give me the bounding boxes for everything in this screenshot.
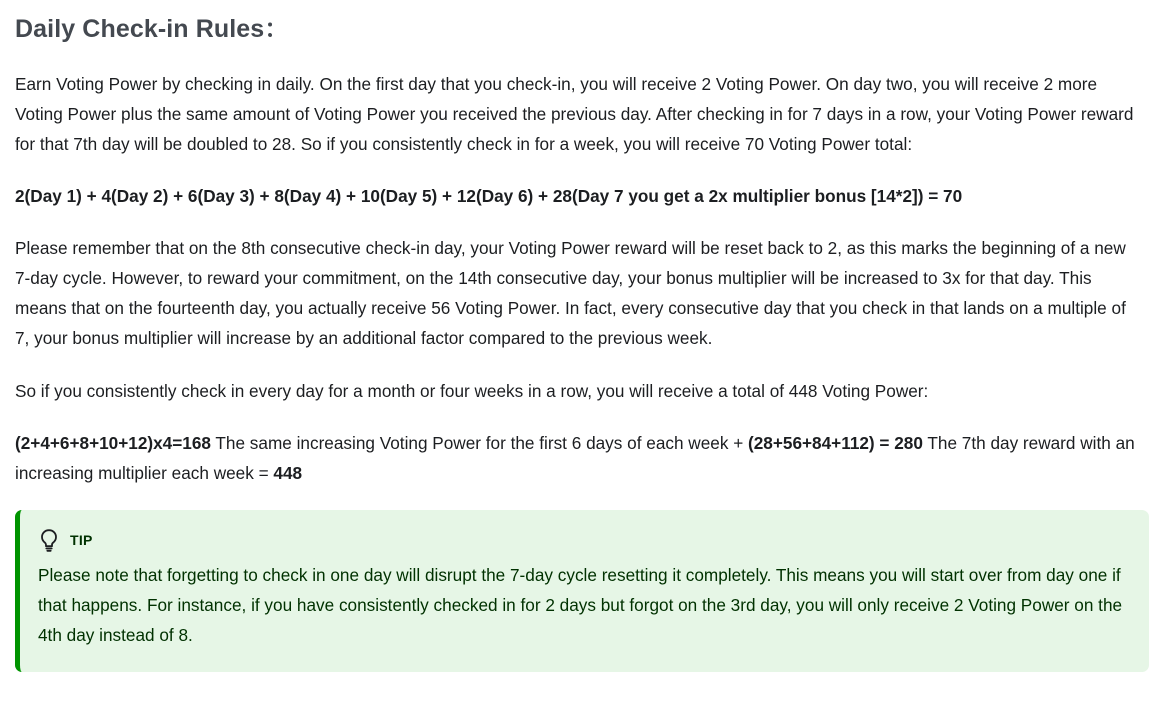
month-paragraph: So if you consistently check in every day for a month or four weeks in a row, you will receive a total of 448 Voting Power: (15, 381, 929, 401)
weekly-formula: 2(Day 1) + 4(Day 2) + 6(Day 3) + 8(Day 4) + 10(Day 5) + 12(Day 6) + 28(Day 7 you get a 2x multiplier bonus [14*2]) = 70 (15, 186, 963, 206)
monthly-formula-total: 448 (273, 463, 303, 483)
tip-heading (38, 528, 1125, 552)
monthly-formula-part2: (28+56+84+112) = 280 (748, 433, 923, 453)
monthly-formula-text1: The same increasing Voting Power for the first 6 days of each week + (210, 433, 749, 453)
lightbulb-icon (38, 528, 60, 552)
page-title: Daily Check-in Rules： (15, 15, 290, 43)
tip-title: TIP (70, 532, 93, 548)
tip-admonition (15, 510, 1149, 672)
monthly-formula-part1: (2+4+6+8+10+12)x4=168 (15, 433, 211, 453)
monthly-formula-text2: The 7th day reward with an increasing multiplier each week = (15, 433, 1135, 483)
tip-body: Please note that forgetting to check in one day will disrupt the 7-day cycle resetting it completely. This means you will start over from day one if that happens. For instance, if you have consistently checked in for 2 days but forgot on the 3rd day, you will only receive 2 Voting Power on the 4th day instead of 8. (38, 565, 1123, 645)
reset-paragraph: Please remember that on the 8th consecutive check-in day, your Voting Power reward will be reset back to 2, as this marks the beginning of a new 7-day cycle. However, to reward your commitment, on the 14th consecutive day, your bonus multiplier will be increased to 3x for that day. This means that on the fourteenth day, you actually receive 56 Voting Power. In fact, every consecutive day that you check in that lands on a multiple of 7, your bonus multiplier will increase by an additional factor compared to the previous week. (15, 238, 1126, 348)
monthly-formula (15, 428, 1143, 488)
intro-paragraph: Earn Voting Power by checking in daily. On the first day that you check-in, you will receive 2 Voting Power. On day two, you will receive 2 more Voting Power plus the same amount of Voting Power you received the previous day. After checking in for 7 days in a row, your Voting Power reward for that 7th day will be doubled to 28. So if you consistently check in for a week, you will receive 70 Voting Power total: (15, 74, 1134, 154)
